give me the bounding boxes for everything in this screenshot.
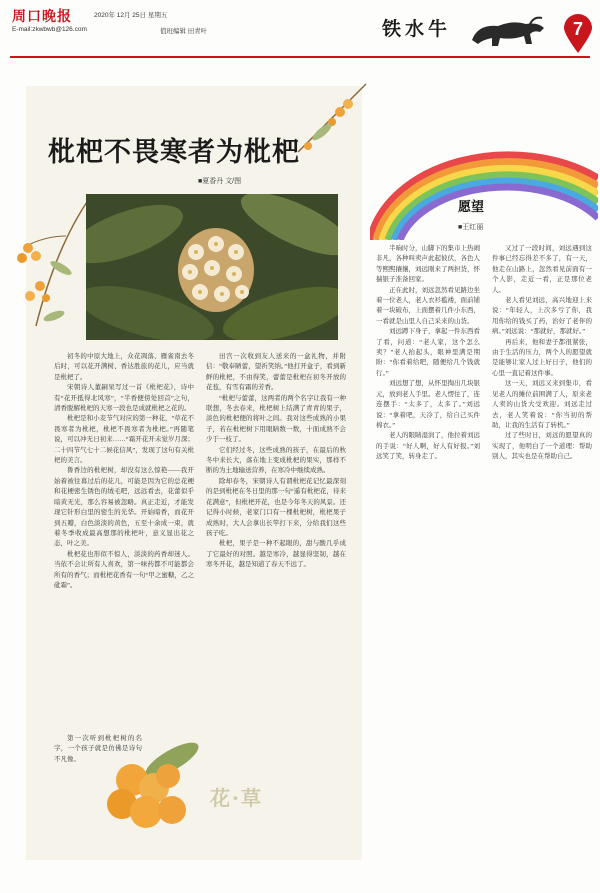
loquat-flower-photo [86, 194, 338, 340]
paragraph: “枇杷与蕾蕾，这两者的两个名字让我有一种联想，冬去春来，枇杷树上结满了青青的果子，淡色的枇杷便的将叶之间。我对这些成熟的小果子，若在枇杷树下用眼睛数一数，十面成熟不会少于一枝了。 [206, 394, 346, 444]
paragraph: 这一天，刘远又来到集市，看见老人的摊位前围满了人，原来老人卖的山货大受欢迎。刘远走过去，老人笑着说：“你当初的帮助，让我的生活有了转机。” [492, 380, 592, 429]
page-number: 7 [572, 19, 583, 39]
paragraph: 刘远蹲下身子，拿起一件东西看了看，问道：“老人家，这个怎么卖？”老人抬起头，眼神里满是期盼：“你看着给吧，随便给几个钱就行。” [376, 328, 480, 377]
paragraph: 正在此时，刘远忽然看见路边坐着一位老人，老人衣衫褴褛，面前铺着一块破布，上面摆着几件小东西，一看就是山里人自己采来的山货。 [376, 286, 480, 325]
paragraph: 刘远想了想，从怀里掏出几块银元，放到老人手里。老人愣住了，连连摆手：“太多了，太多了。”刘远说：“拿着吧，天冷了，给自己买件棉衣。” [376, 380, 480, 429]
masthead [10, 4, 590, 54]
paragraph: 枇杷是和小麦节气对应的第一种花，“草花不畏寒者为枇杷，枇杷不畏寒者为枇杷。”再随笔说，可以冲无日初来……“霜开花开未觉岁月深；二十四节气七十二候花信风”，发现了这句有关枇杷的美言。 [54, 415, 194, 465]
paragraph: 枇杷花也形似不惊人，淡淡的药香却迷人。当依不会让所有人喜欢，第一味药都不可能都会所有的香气；而枇杷花香有一句“甲之蜜糖，乙之砒霜”。 [54, 550, 194, 589]
paragraph: 半晌时分，山脚下的集市上热闹非凡，各种叫卖声此起彼伏，各色人等熙熙攘攘，刘远刚来了两担货，怀揣银子准备回家。 [376, 245, 480, 284]
paragraph: 再后来，他和妻子都很紧张，由于生活的压力，两个人的愿望就是能够让家人过上好日子，他们的心里一直记着这件事。 [492, 338, 592, 377]
section-title: 铁水牛 [382, 18, 452, 40]
newspaper-logo: 周口晚报 [12, 9, 72, 25]
paragraph: 田宫一次收到友人送来的一盒礼物，并附信：“敬奉陋蕾，望祈笑纳。”他打开盒子，看到新鲜的枇杷，不由得笑，蕾蕾是枇杷在初冬开放的花苞，有雪有霜的芳香。 [206, 353, 346, 392]
paragraph: 第一次听到枇杷树的名字，一个孩子就是仿佛是诗句不凡像。 [54, 735, 142, 763]
story-byline: ■王红丽 [458, 224, 484, 231]
decorative-caption: 花·草 [210, 786, 263, 810]
page-badge [562, 12, 594, 54]
paragraph: 过了些时日，刘远的愿望真的实现了，他明白了一个道理：帮助别人，其实也是在帮助自己。 [492, 432, 592, 461]
paragraph: 除却春冬，宋朝诗人有谓枇杷花记忆最深刻的是到枇杷在冬日里的那一句“遥有枇杷花，待来花满意”，但枇杷开花，也是今年冬天的风景。还记得小时候，老家门口有一棵枇杷树，枇杷果子成熟时，大人会拿出长竿打下来，分给我们这些孩子吃。 [206, 477, 346, 537]
story-title: 愿望 [458, 200, 485, 215]
paragraph: 宋朝诗人董嗣杲写过一首《枇杷花》，诗中有“花开抵得北风寒”，“半香便傍处回首”之句，清香脱解枇杷的天寒一段也是成就枇杷之花的。 [54, 384, 194, 413]
rainbow-icon [370, 130, 598, 240]
story-column-1 [376, 244, 480, 854]
paragraph: 鲁香边的枇杷树，却没有这么惊艳——我开始着被往暮过后的花儿，可能是因为它的总花梗和花梗密生锈色的绒毛吧，远远看去，花蕾似乎暗黄无光，那么容易被忽略。真正走近，才能发现它针形白里的密生的光华。开始暗香，而花开到五瓣，白色淡淡的黄色，五至十余成一束，就着冬季收成最高想那的枇杷叶，意义显出花之态，叶之美。 [54, 467, 194, 548]
story-column-2 [492, 244, 592, 854]
editors-line: 值班编辑 田青叶 [160, 28, 208, 35]
paragraph: 它们经过冬，这些成熟的孩子，在最后的秋冬中来长大，落在地上变成枇杷的果实，那样不断的为土地输送营养，在寒冷中继续成熟。 [206, 446, 346, 475]
article-column-2 [206, 352, 346, 782]
article-column-1 [54, 352, 194, 730]
paragraph: 枇杷，果子是一种不起眼的，甜与酸几乎成了它最好的对照。越是寒冷，越显得坚韧，越在寒冬开花，越是知道了春天不远了。 [206, 540, 346, 569]
paragraph: 初冬的中原大地上，众花凋落、雁雀南去冬后时，可以花开满树、香达胜旅的花儿，应当就是枇杷了。 [54, 353, 194, 381]
email-line: E-mail:zkwbwb@126.com [12, 26, 87, 33]
bull-logo-icon [468, 14, 548, 50]
date-line: 2020年 12月 25日 星期五 [94, 12, 168, 19]
loquat-fruit-illustration [92, 730, 204, 834]
article-byline: ■夏香丹 文/图 [198, 178, 242, 185]
paragraph: 老人的眼睛湿润了，他拉着刘远的手说：“好人啊，好人有好报。”刘远笑了笑，转身走了。 [376, 432, 480, 461]
paragraph: 老人看见刘远，高兴地迎上来说：“年轻人，上次多亏了你，我用你给的钱买了药，治好了老伴的病。”刘远说：“那就好，那就好。” [492, 297, 592, 336]
branch-icon [6, 186, 96, 336]
article-title: 枇杷不畏寒者为枇杷 [48, 137, 300, 168]
paragraph: 又过了一段时间，刘远遇到这件事已经忘得差不多了，有一天，他走在山路上，忽然看见前面有一个人影，走近一看，正是那位老人。 [492, 245, 592, 294]
masthead-rule [10, 56, 590, 58]
